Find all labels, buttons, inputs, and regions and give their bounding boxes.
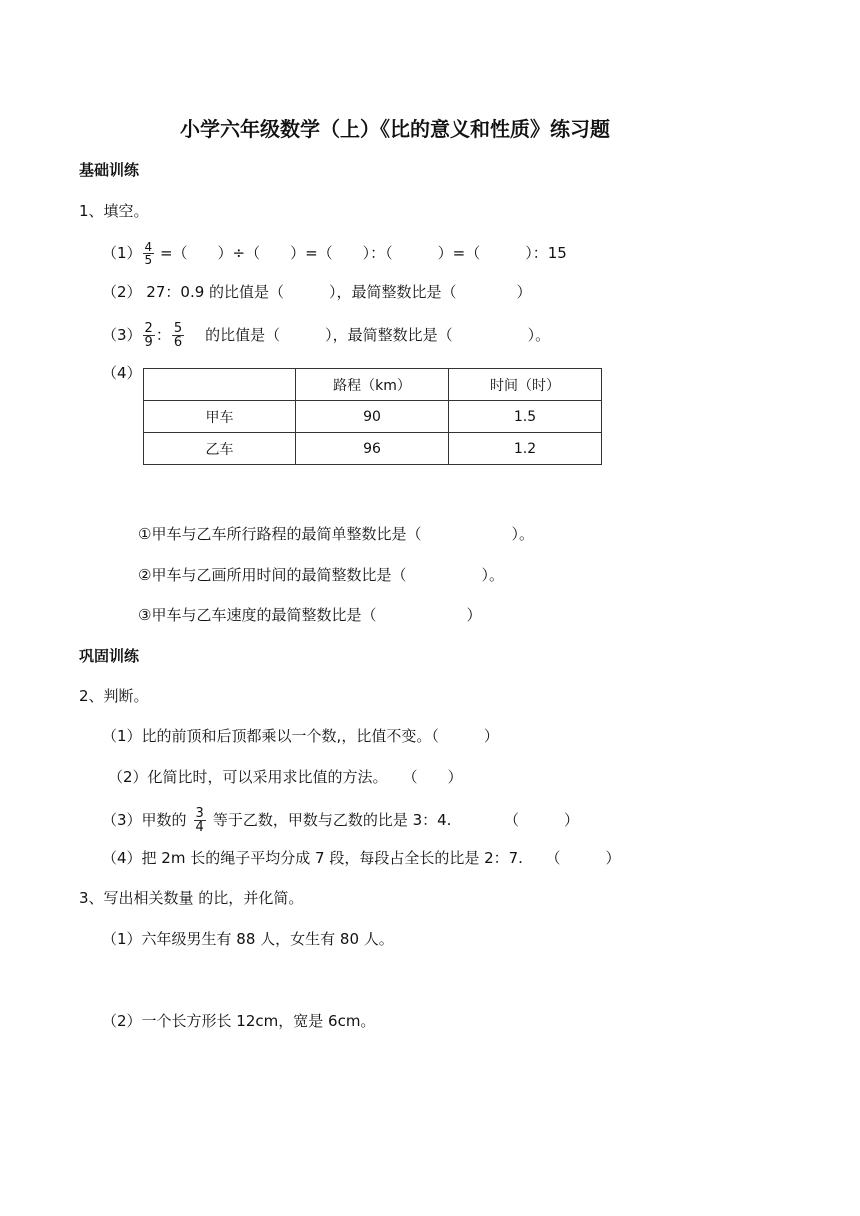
fraction-denominator: 4 xyxy=(195,820,204,835)
question-1-1-label: （1） xyxy=(102,244,142,262)
speed-table xyxy=(143,368,602,465)
table-row xyxy=(144,433,602,465)
fraction-numerator: 5 xyxy=(173,321,183,336)
table-cell: 乙车 xyxy=(144,433,296,465)
fraction-three-quarters xyxy=(195,807,205,834)
ratio-colon: ： xyxy=(155,326,171,344)
question-3-2: （2）一个长方形长 12cm，宽是 6cm。 xyxy=(102,1012,376,1030)
table-cell: 1.5 xyxy=(449,401,602,433)
table-header-cell xyxy=(144,369,296,401)
question-1-4-sub-2: ②甲车与乙画所用时间的最简整数比是（ ）。 xyxy=(138,566,504,584)
question-2-4: （4）把 2m 长的绳子平均分成 7 段，每段占全长的比是 2：7. （ ） xyxy=(102,849,621,867)
fraction-denominator: 9 xyxy=(144,335,153,350)
question-2-3 xyxy=(102,807,579,834)
question-1-heading: 1、填空。 xyxy=(79,202,149,220)
section-heading-basic: 基础训练 xyxy=(79,161,140,179)
question-1-4-label: （4） xyxy=(102,364,142,382)
fraction-four-fifths xyxy=(144,241,154,266)
question-1-1 xyxy=(102,241,567,266)
question-1-4-sub-3: ③甲车与乙车速度的最简整数比是（ ） xyxy=(138,606,482,624)
table-cell: 1.2 xyxy=(449,433,602,465)
table-cell: 甲车 xyxy=(144,401,296,433)
question-1-3 xyxy=(102,322,550,349)
table-cell: 96 xyxy=(296,433,449,465)
fraction-numerator: 3 xyxy=(195,806,204,821)
question-3-1: （1）六年级男生有 88 人，女生有 80 人。 xyxy=(102,930,394,948)
section-heading-consolidate: 巩固训练 xyxy=(79,647,140,665)
question-2-2: （2）化简比时，可以采用求比值的方法。 （ ） xyxy=(108,768,463,786)
table-header-cell: 路程（km） xyxy=(296,369,449,401)
question-2-heading: 2、判断。 xyxy=(79,687,149,705)
question-1-1-text: =（ ）÷（ ）=（ ）：（ ）=（ ）：15 xyxy=(155,244,567,262)
question-2-1: （1）比的前顶和后顶都乘以一个数,，比值不变。（ ） xyxy=(102,727,499,745)
table-cell: 90 xyxy=(296,401,449,433)
fraction-denominator: 5 xyxy=(144,253,153,267)
fraction-five-sixths xyxy=(173,322,183,349)
question-2-3-label: （3）甲数的 xyxy=(102,811,187,829)
fraction-two-ninths xyxy=(144,322,154,349)
fraction-numerator: 4 xyxy=(144,240,153,254)
fraction-numerator: 2 xyxy=(144,321,153,336)
question-1-4-sub-1: ①甲车与乙车所行路程的最简单整数比是（ ）。 xyxy=(138,525,534,543)
table-header-cell: 时间（时） xyxy=(449,369,602,401)
page-title: 小学六年级数学（上）《比的意义和性质》练习题 xyxy=(180,117,610,141)
question-1-3-label: （3） xyxy=(102,326,142,344)
question-3-heading: 3、写出相关数量 的比，并化简。 xyxy=(79,889,304,907)
fraction-denominator: 6 xyxy=(173,335,183,350)
question-1-3-text: 的比值是（ ），最简整数比是（ ）。 xyxy=(205,326,551,344)
table-header-row xyxy=(144,369,602,401)
question-2-3-text: 等于乙数，甲数与乙数的比是 3：4. （ ） xyxy=(212,811,579,829)
question-1-2: （2） 27：0.9 的比值是（ ），最简整数比是（ ） xyxy=(102,283,532,301)
table-row xyxy=(144,401,602,433)
